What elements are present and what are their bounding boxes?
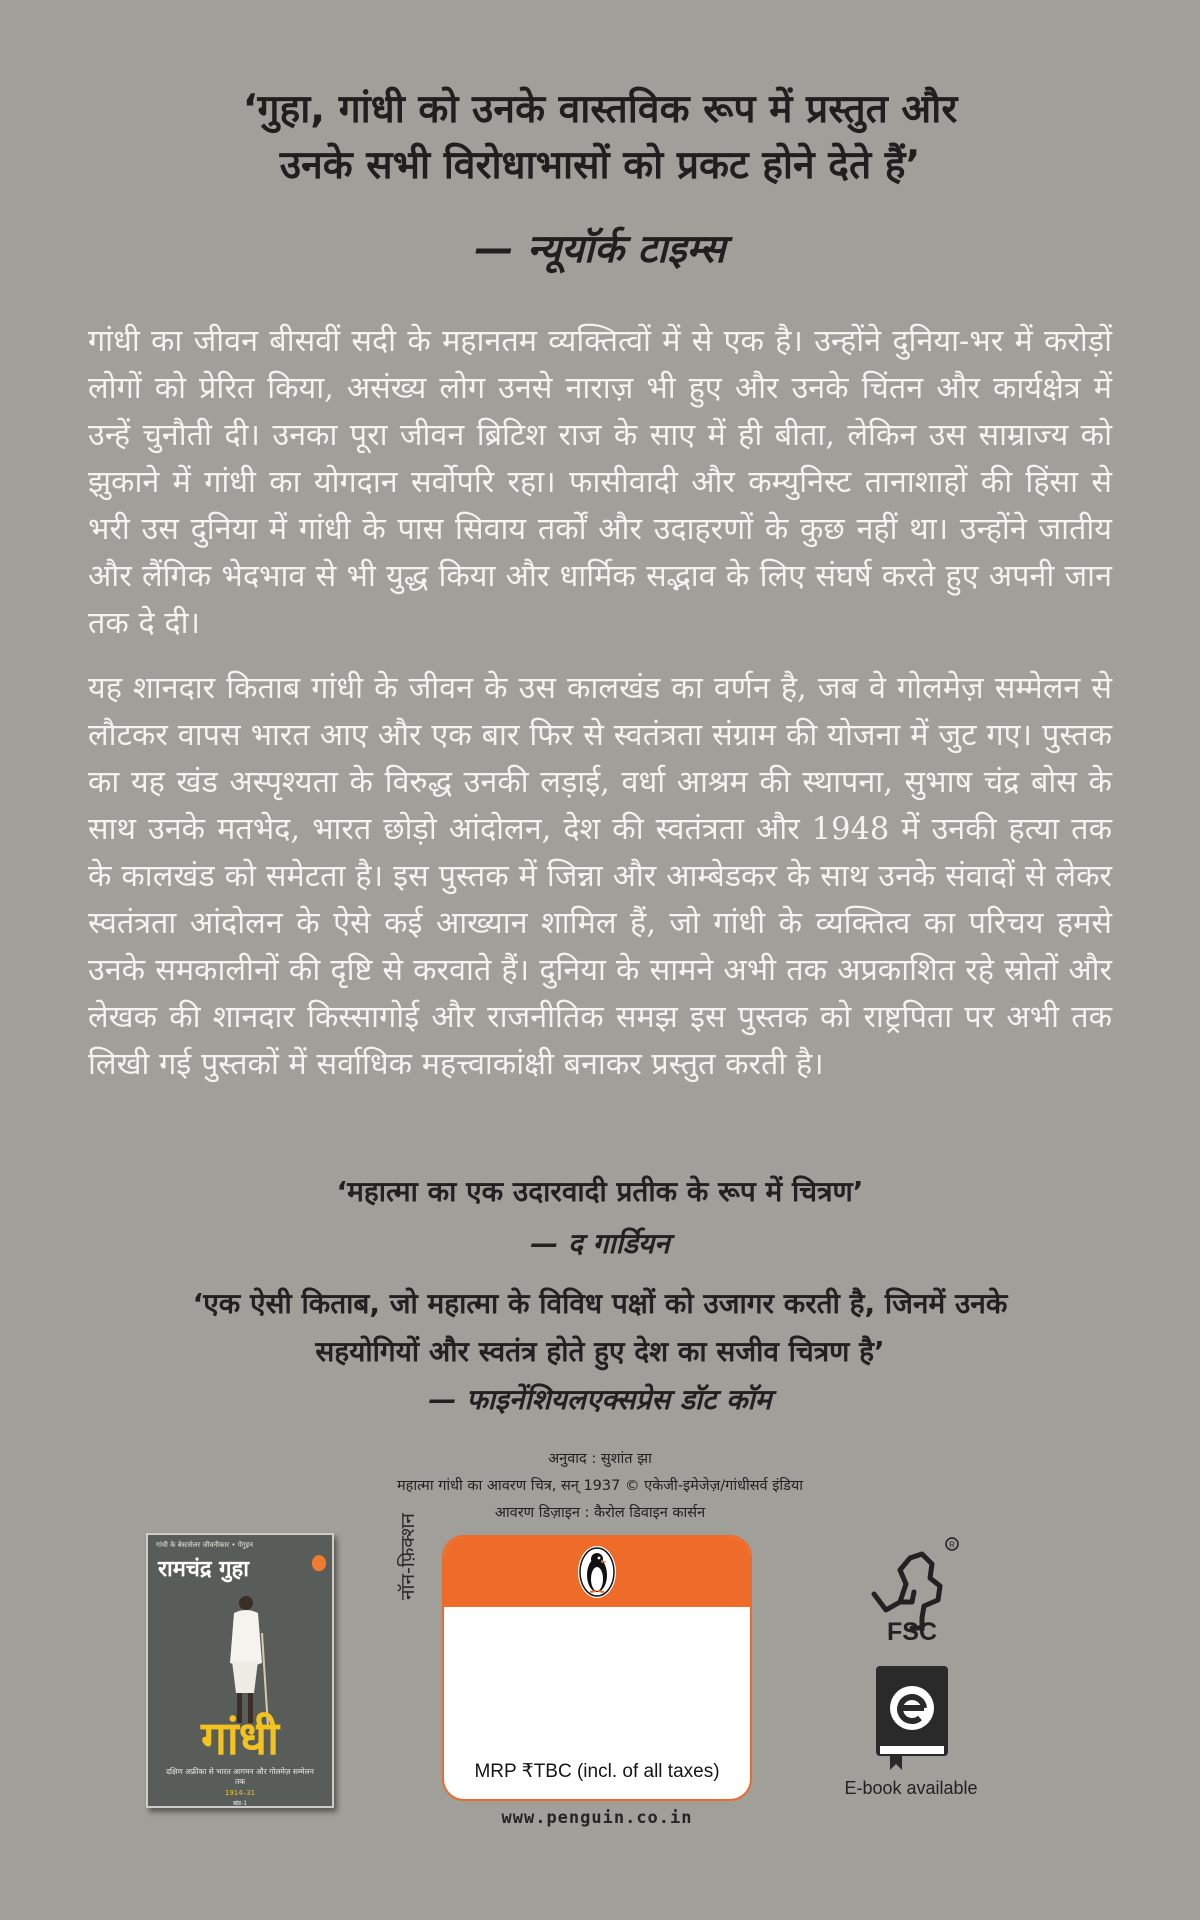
- genre-label: नॉन-फ़िक्शन: [397, 1513, 419, 1600]
- financial-express-quote-line-2: सहयोगियों और स्वतंत्र होते हुए देश का सजीव चित्रण है’: [315, 1335, 885, 1368]
- svg-text:R: R: [949, 1540, 955, 1550]
- design-credit: आवरण डिज़ाइन : कैरोल डिवाइन कार्सन: [494, 1505, 706, 1521]
- cover-subtitle: दक्षिण अफ्रीका से भारत आगमन और गोलमेज़ सम्मेलन तक: [166, 1767, 314, 1786]
- guardian-quote: ‘महात्मा का एक उदारवादी प्रतीक के रूप में चित्रण’: [336, 1175, 864, 1208]
- photo-credit: महात्मा गांधी का आवरण चित्र, सन् 1937 © एकेजी-इमेजेज़/गांधीसर्व इंडिया: [396, 1478, 804, 1494]
- penguin-logo-icon: [577, 1545, 617, 1599]
- price-box: [442, 1535, 752, 1801]
- mrp-label: MRP ₹TBC (incl. of all taxes): [474, 1761, 720, 1782]
- cover-volume: खंड-1: [232, 1800, 248, 1807]
- fsc-label: FSC: [887, 1618, 937, 1646]
- top-quote-attribution: — न्यूयॉर्क टाइम्स: [474, 227, 726, 272]
- top-quote-line-1: ‘गुहा, गांधी को उनके वास्तविक रूप में प्रस्तुत और: [242, 87, 958, 132]
- cover-years: 1914–31: [224, 1789, 256, 1797]
- ebook-label: E-book available: [844, 1778, 978, 1798]
- blurb-paragraph-1: गांधी का जीवन बीसवीं सदी के महानतम व्यक्तित्वों में से एक है। उन्होंने दुनिया-भर में करोड़ों लोगों को प्रेरित किया, असंख्य लोग उनसे नाराज़ भी हुए और उनके चिंतन और कार्यक्षेत्र में उन्हें चुनौती दी। उनका पूरा जीवन ब्रिटिश राज के साए में ही बीता, लेकिन उस साम्राज्य को झुकाने में गांधी का योगदान सर्वोपरि रहा। फासीवादी और कम्युनिस्ट तानाशाहों की हिंसा से भरी उस दुनिया में गांधी के पास सिवाय तर्कों और उदाहरणों के कुछ नहीं था। उन्होंने जातीय और लैंगिक भेदभाव से भी युद्ध किया और धार्मिक सद्भाव के लिए संघर्ष करते हुए अपनी जान तक दे दी।: [88, 324, 1112, 641]
- cover-title: गांधी: [200, 1711, 280, 1765]
- publisher-website: www.penguin.co.in: [501, 1808, 693, 1828]
- blurb-paragraph-2: यह शानदार किताब गांधी के जीवन के उस कालखंड का वर्णन है, जब वे गोलमेज़ सम्मेलन से लौटकर वापस भारत आए और एक बार फिर से स्वतंत्रता संग्राम की योजना में जुट गए। पुस्तक का यह खंड अस्पृश्यता के विरुद्ध उनकी लड़ाई, वर्धा आश्रम की स्थापना, सुभाष चंद्र बोस के साथ उनके मतभेद, भारत छोड़ो आंदोलन, देश की स्वतंत्रता और 1948 में उनकी हत्या तक के कालखंड को समेटता है। इस पुस्तक में जिन्ना और आम्बेडकर के साथ उनके संवादों से लेकर स्वतंत्रता आंदोलन के ऐसे कई आख्यान शामिल हैं, जो गांधी के व्यक्तित्व का परिचय हमसे उनके समकालीनों की दृष्टि से करवाते हैं। दुनिया के सामने अभी तक अप्रकाशित रहे स्रोतों और लेखक की शानदार किस्सागोई और राजनीतिक समझ इस पुस्तक को राष्ट्रपिता पर अभी तक लिखी गई पुस्तकों में सर्वाधिक महत्त्वाकांक्षी बनाकर प्रस्तुत करती है।: [88, 671, 1112, 1082]
- financial-express-attribution: — फाइनेंशियलएक्सप्रेस डॉट कॉम: [428, 1383, 772, 1416]
- guardian-attribution: — द गार्डियन: [530, 1227, 670, 1260]
- ebook-icon: [872, 1664, 952, 1772]
- top-quote-line-2: उनके सभी विरोधाभासों को प्रकट होने देते हैं’: [279, 143, 921, 188]
- financial-express-quote-line-1: ‘एक ऐसी किताब, जो महात्मा के विविध पक्षों को उजागर करती है, जिनमें उनके: [192, 1287, 1008, 1320]
- cover-series-line: गांधी के बेस्टसेलर जीवनीकार • पेंगुइन: [156, 1541, 253, 1549]
- cover-author: रामचंद्र गुहा: [158, 1557, 249, 1582]
- financial-express-quote: [60, 1280, 1140, 1376]
- translator-credit: अनुवाद : सुशांत झा: [548, 1451, 652, 1467]
- top-quote: [60, 82, 1140, 194]
- penguin-mini-icon: [312, 1555, 326, 1571]
- front-cover-thumbnail: [146, 1533, 334, 1808]
